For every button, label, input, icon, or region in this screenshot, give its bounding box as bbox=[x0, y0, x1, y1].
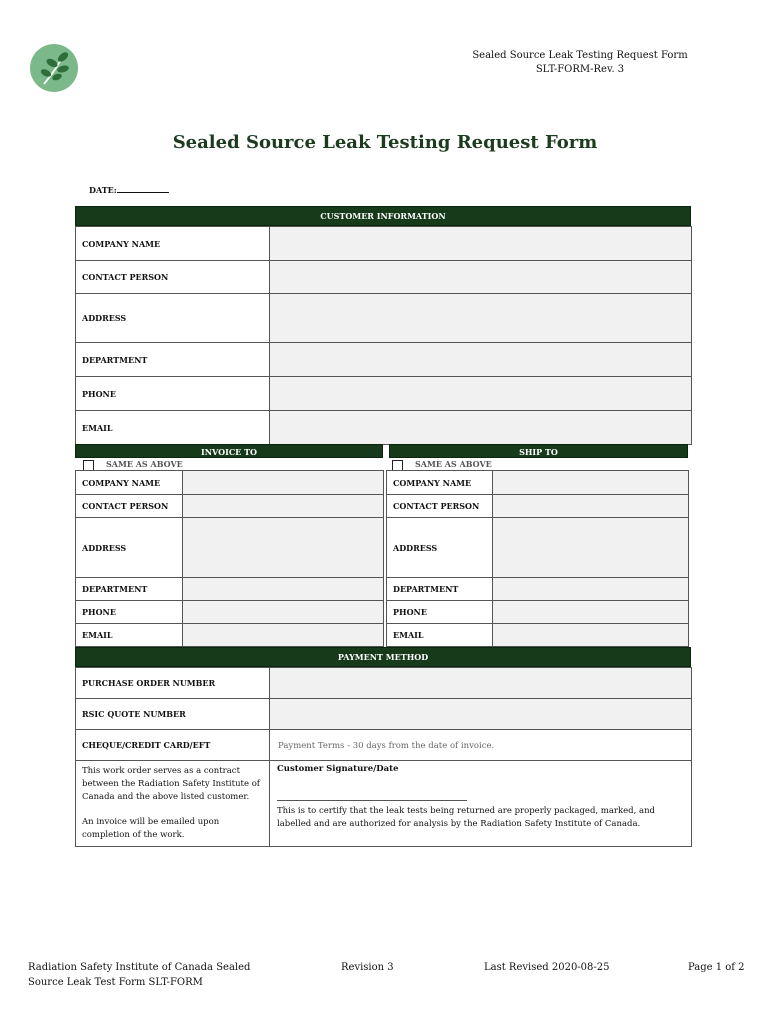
payment-method-header: PAYMENT METHOD bbox=[75, 647, 691, 667]
date-field[interactable] bbox=[117, 184, 169, 193]
invoice-same-checkbox[interactable] bbox=[83, 460, 94, 471]
invoice-address-label: ADDRESS bbox=[76, 518, 183, 578]
invoice-company-field[interactable] bbox=[183, 471, 384, 495]
customer-info-header: CUSTOMER INFORMATION bbox=[75, 206, 691, 226]
page-title: Sealed Source Leak Testing Request Form bbox=[172, 132, 598, 153]
footer-page-number: Page 1 of 2 bbox=[688, 962, 745, 973]
ship-email-label: EMAIL bbox=[387, 624, 493, 647]
customer-company-label: COMPANY NAME bbox=[76, 227, 270, 261]
invoice-same-label: SAME AS ABOVE bbox=[106, 459, 183, 469]
cheque-credit-eft-label: CHEQUE/CREDIT CARD/EFT bbox=[76, 730, 270, 761]
invoice-department-field[interactable] bbox=[183, 578, 384, 601]
ship-contact-label: CONTACT PERSON bbox=[387, 495, 493, 518]
payment-method-table bbox=[75, 667, 692, 847]
ship-same-as-above[interactable] bbox=[392, 459, 492, 471]
invoice-to-table bbox=[75, 470, 384, 647]
invoice-phone-field[interactable] bbox=[183, 601, 384, 624]
footer-last-revised: Last Revised 2020-08-25 bbox=[484, 962, 610, 973]
invoice-contact-field[interactable] bbox=[183, 495, 384, 518]
ship-to-table bbox=[386, 470, 689, 647]
customer-phone-field[interactable] bbox=[270, 377, 692, 411]
signature-cell bbox=[270, 761, 692, 847]
ship-to-header: SHIP TO bbox=[389, 444, 688, 458]
customer-email-field[interactable] bbox=[270, 411, 692, 445]
ship-company-field[interactable] bbox=[493, 471, 689, 495]
invoice-department-label: DEPARTMENT bbox=[76, 578, 183, 601]
ship-contact-field[interactable] bbox=[493, 495, 689, 518]
contract-notes-cell bbox=[76, 761, 270, 847]
invoice-address-field[interactable] bbox=[183, 518, 384, 578]
header-form-name: Sealed Source Leak Testing Request Form bbox=[472, 50, 688, 61]
date-label: DATE: bbox=[89, 185, 117, 195]
ship-address-label: ADDRESS bbox=[387, 518, 493, 578]
customer-phone-label: PHONE bbox=[76, 377, 270, 411]
customer-info-table bbox=[75, 226, 692, 445]
ship-same-checkbox[interactable] bbox=[392, 460, 403, 471]
customer-department-field[interactable] bbox=[270, 343, 692, 377]
ship-same-label: SAME AS ABOVE bbox=[415, 459, 492, 469]
customer-contact-label: CONTACT PERSON bbox=[76, 261, 270, 294]
ship-company-label: COMPANY NAME bbox=[387, 471, 493, 495]
customer-address-label: ADDRESS bbox=[76, 294, 270, 343]
customer-address-field[interactable] bbox=[270, 294, 692, 343]
signature-label: Customer Signature/Date bbox=[277, 764, 399, 774]
customer-email-label: EMAIL bbox=[76, 411, 270, 445]
institute-logo bbox=[30, 44, 78, 92]
rsic-quote-label: RSIC QUOTE NUMBER bbox=[76, 699, 270, 730]
ship-phone-field[interactable] bbox=[493, 601, 689, 624]
ship-department-label: DEPARTMENT bbox=[387, 578, 493, 601]
header-form-rev: SLT-FORM-Rev. 3 bbox=[535, 64, 625, 75]
ship-phone-label: PHONE bbox=[387, 601, 493, 624]
invoice-phone-label: PHONE bbox=[76, 601, 183, 624]
leaf-branch-icon bbox=[30, 44, 78, 92]
footer-org-line1: Radiation Safety Institute of Canada Sealed bbox=[28, 962, 251, 973]
header-form-info bbox=[430, 49, 730, 77]
rsic-quote-field[interactable] bbox=[270, 699, 692, 730]
customer-company-field[interactable] bbox=[270, 227, 692, 261]
invoice-same-as-above[interactable] bbox=[83, 459, 183, 471]
footer-revision: Revision 3 bbox=[341, 962, 394, 973]
invoice-to-header: INVOICE TO bbox=[75, 444, 383, 458]
footer-org bbox=[28, 960, 258, 990]
ship-email-field[interactable] bbox=[493, 624, 689, 647]
invoice-note: An invoice will be emailed upon completion of the work. bbox=[82, 817, 220, 840]
signature-line[interactable] bbox=[277, 800, 467, 801]
invoice-email-field[interactable] bbox=[183, 624, 384, 647]
payment-terms: Payment Terms - 30 days from the date of invoice. bbox=[278, 740, 495, 751]
invoice-company-label: COMPANY NAME bbox=[76, 471, 183, 495]
contract-note: This work order serves as a contract between the Radiation Safety Institute of Canada and the above listed customer. bbox=[82, 766, 260, 802]
invoice-email-label: EMAIL bbox=[76, 624, 183, 647]
payment-terms-cell bbox=[270, 730, 692, 761]
ship-department-field[interactable] bbox=[493, 578, 689, 601]
invoice-contact-label: CONTACT PERSON bbox=[76, 495, 183, 518]
ship-address-field[interactable] bbox=[493, 518, 689, 578]
certify-statement: This is to certify that the leak tests being returned are properly packaged, marked, and labelled and are authorized for analysis by the Radiation Safety Institute of Canada. bbox=[277, 806, 655, 829]
footer-org-line2: Source Leak Test Form SLT-FORM bbox=[28, 977, 203, 988]
po-number-field[interactable] bbox=[270, 668, 692, 699]
date-row bbox=[89, 184, 169, 195]
po-number-label: PURCHASE ORDER NUMBER bbox=[76, 668, 270, 699]
customer-contact-field[interactable] bbox=[270, 261, 692, 294]
customer-department-label: DEPARTMENT bbox=[76, 343, 270, 377]
